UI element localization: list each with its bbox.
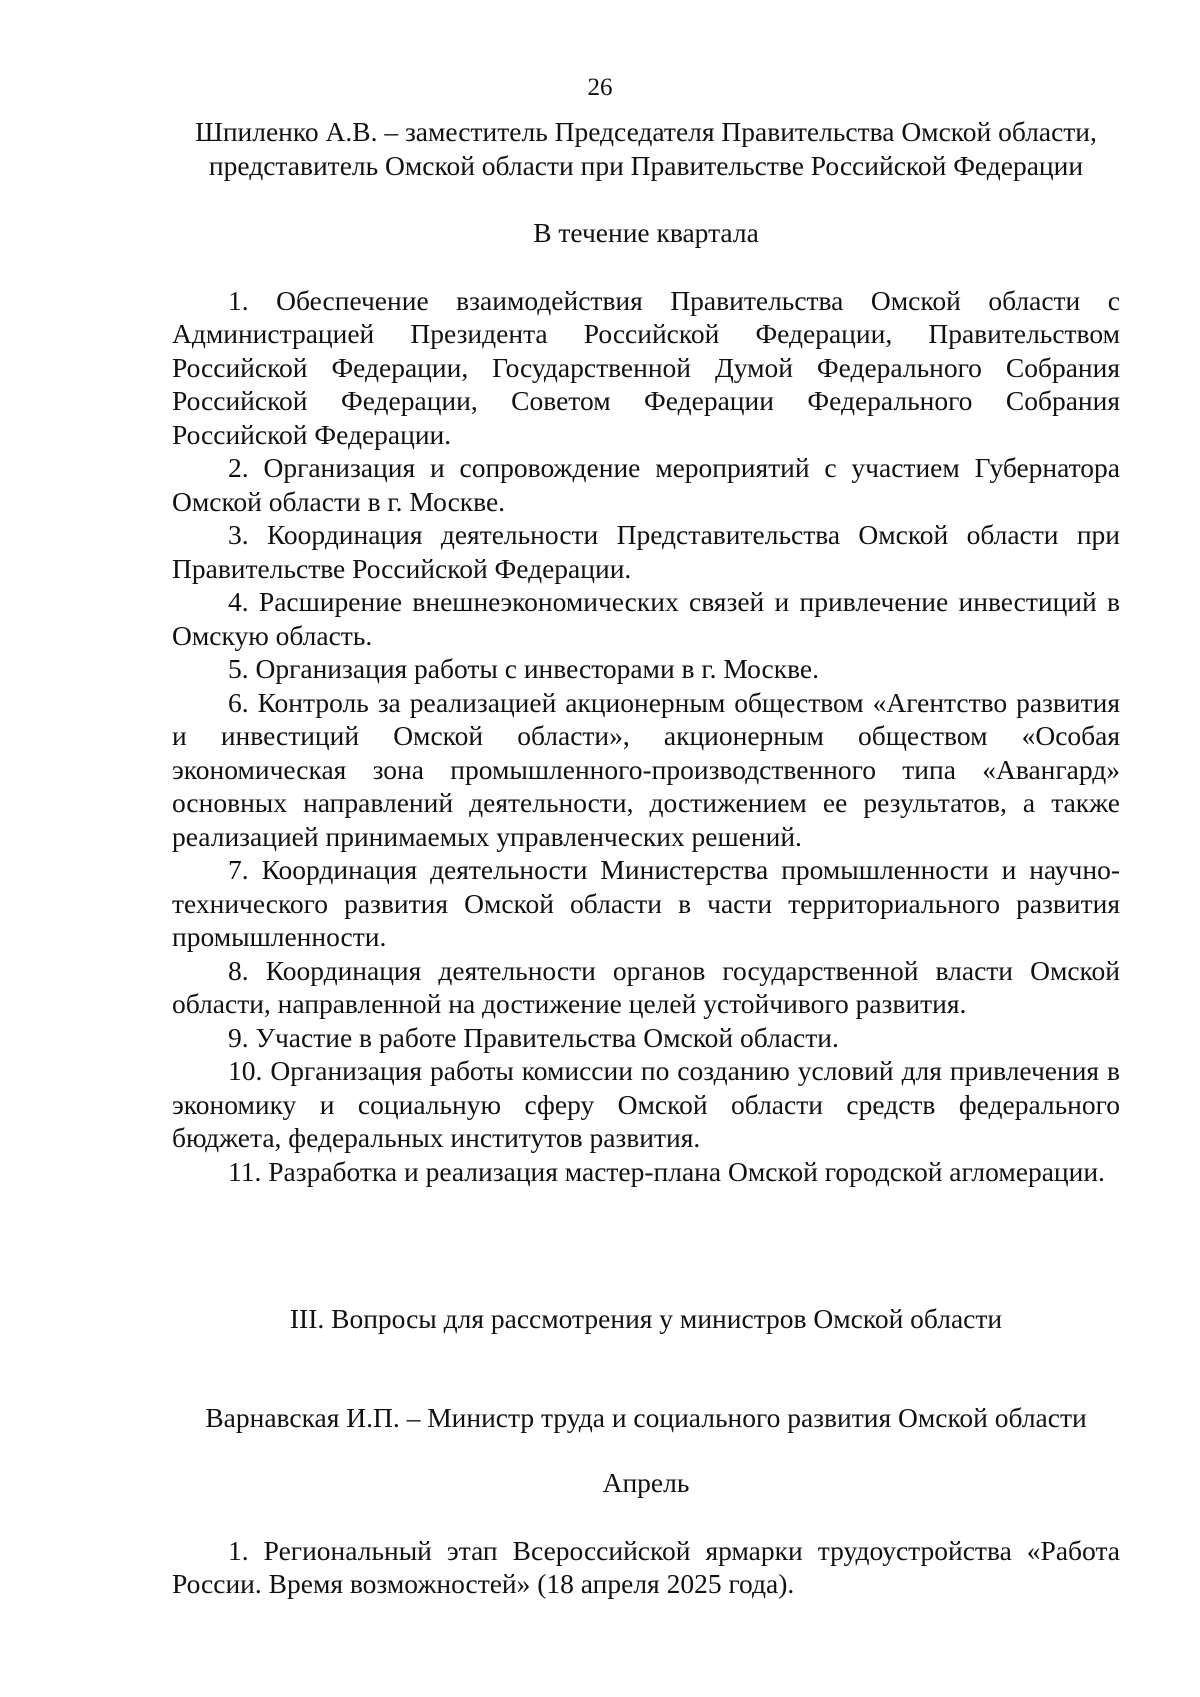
item-number: 7. (228, 854, 249, 885)
list-item (172, 518, 1120, 585)
item-number: 11. (228, 1155, 262, 1187)
item-text: Обеспечение взаимодействия Правительства Омской области с Администрацией Президента Российской Федерации, Правительством Российской Федерации, Государственной Думой Федерального Собрания Российской Федерации, Советом Федерации Федерального Собрания Российской Федерации. (172, 284, 1120, 450)
document-body (172, 115, 1120, 1601)
list-item (172, 954, 1120, 1021)
item-number: 1. (228, 284, 249, 316)
item-number: 6. (228, 686, 249, 718)
month-heading: Апрель (602, 1467, 690, 1498)
item-number: 2. (228, 452, 249, 483)
section-title: III. Вопросы для рассмотрения у министров Омской области (289, 1303, 1003, 1334)
list-item (172, 853, 1120, 954)
item-text: Организация работы комиссии по созданию условий для привлечения в экономику и социальную сферу Омской области средств федерального бюджета, федеральных институтов развития. (172, 1055, 1121, 1153)
item-number: 10. (228, 1055, 263, 1086)
list-item (172, 1155, 1120, 1189)
item-text: Координация деятельности Министерства промышленности и научно-технического развития Омской области в части территориального развития промышленности. (172, 854, 1120, 952)
item-text: Организация работы с инвесторами в г. Москве. (255, 653, 820, 684)
item-text: Региональный этап Всероссийской ярмарки трудоустройства «Работа России. Время возможностей» (18 апреля 2025 года). (172, 1534, 1120, 1599)
item-text: Координация деятельности Представительства Омской области при Правительстве Российской Федерации. (172, 519, 1121, 584)
item-text: Контроль за реализацией акционерным обществом «Агентство развития и инвестиций Омской области», акционерным обществом «Особая экономическая зона промышленного-производственного типа «Авангард» основных направлений деятельности, достижением ее результатов, а также реализацией принимаемых управленческих решений. (172, 686, 1120, 852)
list-item (172, 451, 1120, 518)
period-heading: В течение квартала (533, 217, 759, 248)
item-number: 9. (228, 1021, 249, 1053)
list-item (172, 686, 1120, 854)
official-title-line-2: представитель Омской области при Правительстве Российской Федерации (208, 149, 1084, 181)
task-list (172, 284, 1120, 1189)
list-item (172, 585, 1120, 652)
list-item (172, 1021, 1120, 1055)
list-item (172, 1534, 1120, 1601)
item-text: Координация деятельности органов государственной власти Омской области, направленной на достижение целей устойчивого развития. (172, 954, 1120, 1019)
page-number: 26 (587, 74, 613, 101)
item-text: Организация и сопровождение мероприятий с участием Губернатора Омской области в г. Москве. (172, 452, 1120, 517)
item-number: 3. (228, 519, 249, 550)
item-number: 4. (228, 586, 249, 617)
minister-heading: Варнавская И.П. – Министр труда и социального развития Омской области (205, 1401, 1087, 1433)
item-text: Расширение внешнеэкономических связей и привлечение инвестиций в Омскую область. (172, 586, 1121, 651)
item-number: 1. (228, 1534, 249, 1566)
item-text: Участие в работе Правительства Омской области. (255, 1021, 839, 1053)
official-title-line-1: Шпиленко А.В. – заместитель Председателя Правительства Омской области, (195, 116, 1097, 147)
item-number: 8. (228, 954, 249, 986)
april-task-list (172, 1534, 1120, 1601)
list-item (172, 1054, 1120, 1155)
list-item (172, 652, 1120, 686)
list-item (172, 284, 1120, 452)
item-text: Разработка и реализация мастер-плана Омской городской агломерации. (268, 1155, 1105, 1187)
item-number: 5. (228, 653, 249, 684)
official-heading (172, 115, 1120, 182)
